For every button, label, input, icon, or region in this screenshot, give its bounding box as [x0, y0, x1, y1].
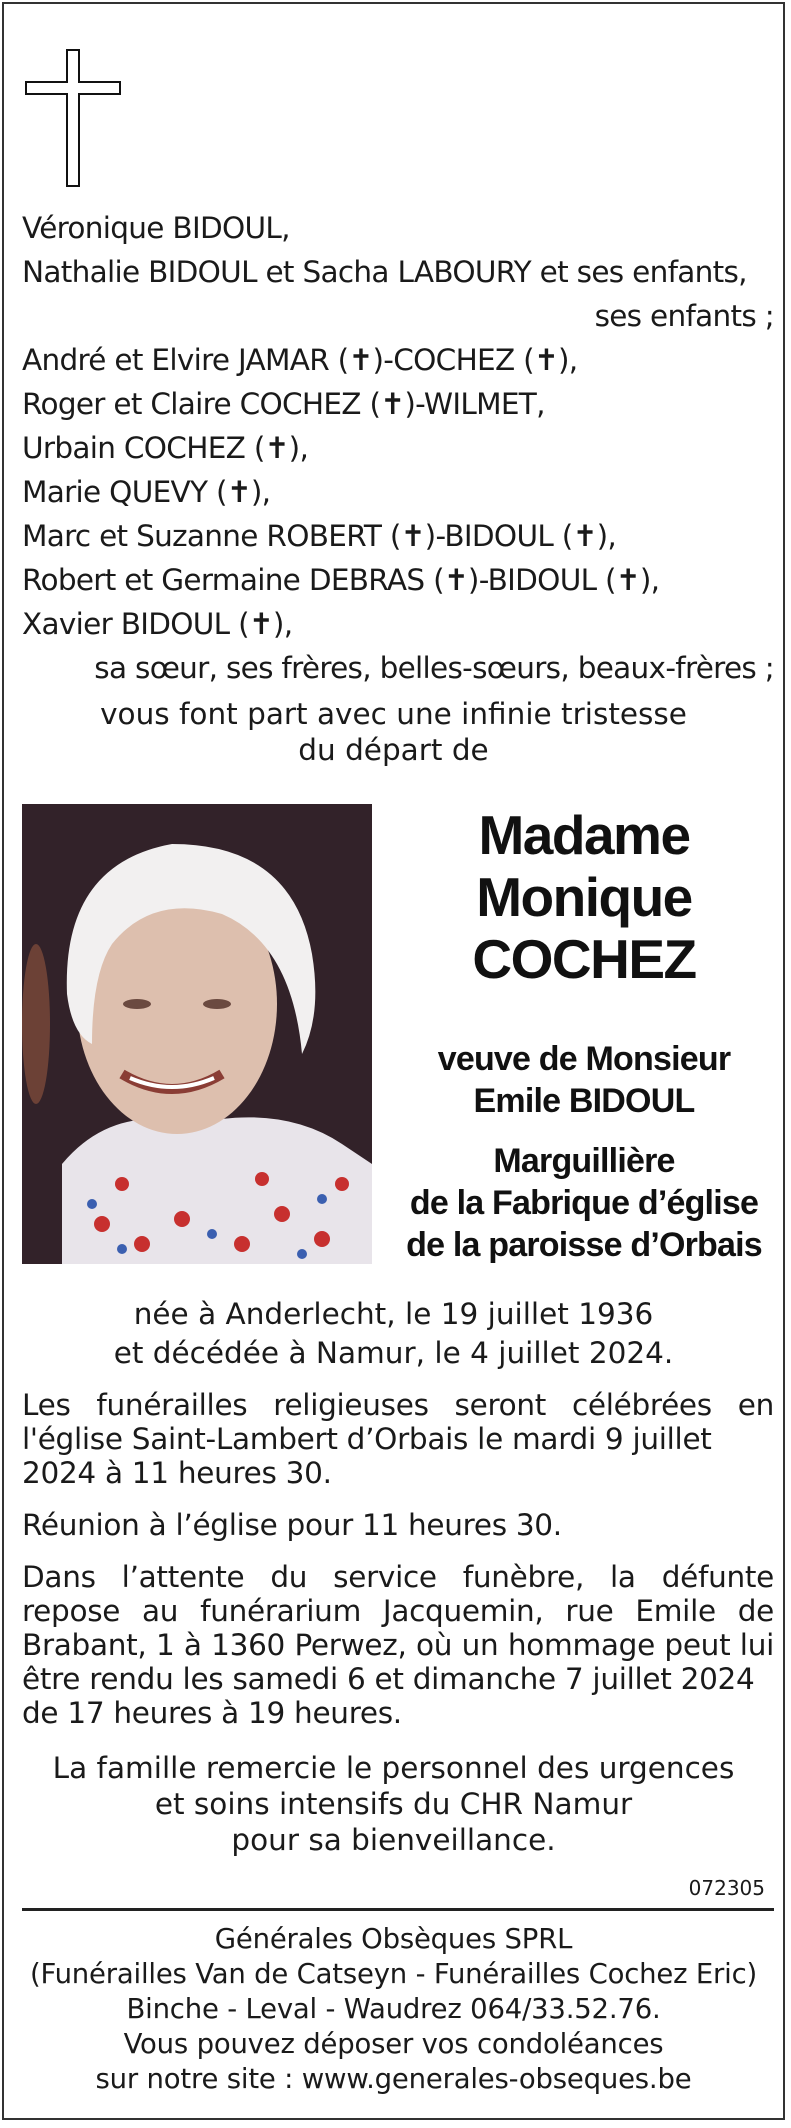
family-line: Véronique BIDOUL,: [22, 211, 290, 245]
death-line: et décédée à Namur, le 4 juillet 2024.: [113, 1336, 674, 1370]
repose-text: Dans l’attente du service funèbre, la défunte repose au funérarium Jacquemin, rue Emile de Brabant, 1 à 1360 Perwez, où un hommage peut lui être rendu les samedi 6 et dimanche 7 juillet 2024: [22, 1560, 774, 1696]
announcement-line: du départ de: [298, 733, 489, 767]
deceased-photo: [22, 804, 372, 1264]
reunion-text: Réunion à l’église pour 11 heures 30.: [22, 1508, 562, 1542]
announcement-line: vous font part avec une infinie tristesse: [100, 697, 687, 731]
repose-paragraph: [22, 1560, 774, 1730]
family-line: Xavier BIDOUL (✝),: [22, 607, 293, 641]
family-line: ses enfants ;: [594, 299, 774, 333]
role-line: Marguillière: [493, 1142, 675, 1180]
footer-line: Générales Obsèques SPRL: [214, 1923, 573, 1955]
funeral-home-footer: [4, 1922, 783, 2097]
repose-last: de 17 heures à 19 heures.: [22, 1696, 402, 1730]
footer-line: Binche - Leval - Waudrez 064/33.52.76.: [126, 1993, 661, 2025]
footer-line: (Funérailles Van de Catseyn - Funérailles Cochez Eric): [29, 1958, 758, 1990]
deceased-last-name: COCHEZ: [472, 928, 696, 990]
funeral-text: Les funérailles religieuses seront célébrées en l'église Saint-Lambert d’Orbais le mardi 9 juillet: [22, 1388, 774, 1456]
family-line: Marie QUEVY (✝),: [22, 475, 271, 509]
siblings-line: sa sœur, ses frères, belles-sœurs, beaux-frères ;: [94, 651, 774, 685]
reference-number: 072305: [688, 1876, 765, 1900]
widow-line: veuve de Monsieur: [437, 1040, 731, 1078]
family-line: Roger et Claire COCHEZ (✝)-WILMET,: [22, 387, 545, 421]
divider: [22, 1908, 774, 1911]
family-line: Marc et Suzanne ROBERT (✝)-BIDOUL (✝),: [22, 519, 617, 553]
reunion-paragraph: [22, 1508, 774, 1542]
funeral-last: 2024 à 11 heures 30.: [22, 1456, 332, 1490]
footer-line: Vous pouvez déposer vos condoléances: [123, 2028, 664, 2060]
widow-line: Emile BIDOUL: [473, 1082, 695, 1120]
family-line: Robert et Germaine DEBRAS (✝)-BIDOUL (✝),: [22, 563, 660, 597]
family-line: André et Elvire JAMAR (✝)-COCHEZ (✝),: [22, 343, 578, 377]
family-line: Urbain COCHEZ (✝),: [22, 431, 309, 465]
deceased-title: Madame: [478, 804, 690, 866]
role-line: de la Fabrique d’église: [409, 1184, 759, 1222]
role-line: de la paroisse d’Orbais: [406, 1226, 762, 1264]
thanks-line: pour sa bienveillance.: [231, 1823, 556, 1857]
family-list: [22, 206, 774, 690]
family-line: Nathalie BIDOUL et Sacha LABOURY et ses enfants,: [22, 255, 747, 289]
funeral-paragraph: [22, 1388, 774, 1490]
birth-line: née à Anderlecht, le 19 juillet 1936: [133, 1297, 654, 1331]
footer-website: sur notre site : www.generales-obseques.be: [95, 2063, 692, 2095]
obituary-notice: [2, 2, 785, 2120]
thanks-line: et soins intensifs du CHR Namur: [154, 1787, 633, 1821]
thanks-line: La famille remercie le personnel des urgences: [52, 1751, 735, 1785]
cross-icon: [24, 48, 122, 188]
deceased-first-name: Monique: [476, 866, 692, 928]
